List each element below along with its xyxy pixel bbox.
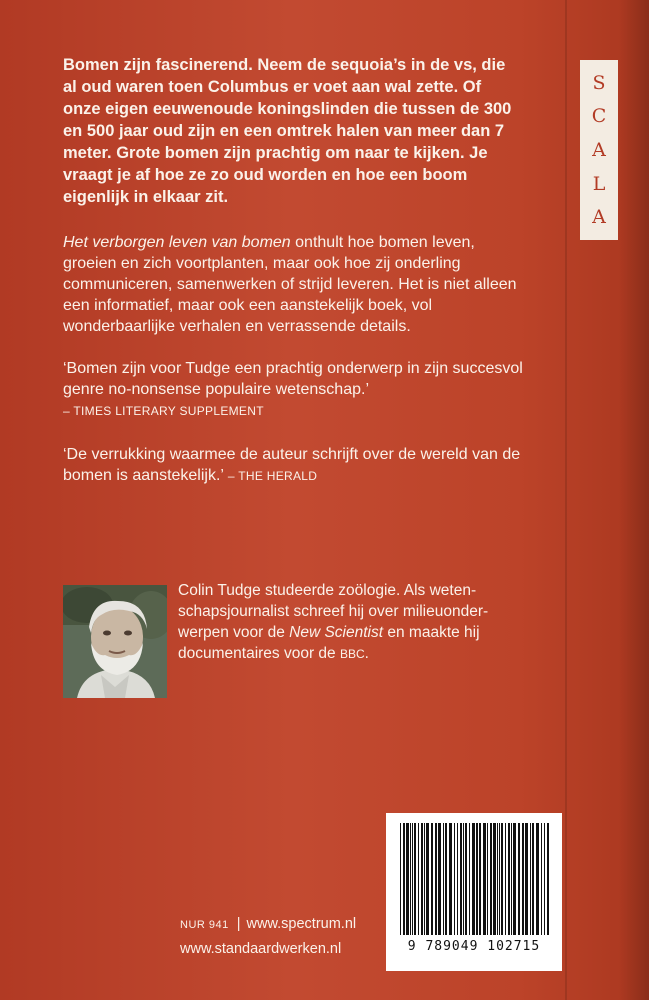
bio-text: . <box>364 645 369 662</box>
bio-text: en maakte hij documentaires voor de <box>178 624 480 662</box>
author-photo <box>63 585 167 698</box>
cover-edge-shadow <box>619 0 649 1000</box>
broadcaster-name: BBC <box>339 647 365 661</box>
spine-fold <box>565 0 567 1000</box>
publisher-url-standaardwerken[interactable]: www.standaardwerken.nl <box>180 941 342 957</box>
author-bio <box>178 580 508 665</box>
description-text: onthult hoe bomen leven, groeien en zich voortplanten, maar ook hoe zij onderling communiceren, samenwerken of strijd leveren. Het is niet alleen een informatief, maar ook een aanstekelijk boek, vol wonderbaarlijke verhalen en verrassende details. <box>63 234 517 335</box>
quote-text: ‘Bomen zijn voor Tudge een prachtig onderwerp in zijn succesvol genre no-nonsense populaire wetenschap.’ <box>63 360 523 398</box>
blurb-paragraph: Bomen zijn fascinerend. Neem de sequoia’s in de vs, die al oud waren toen Columbus er voet aan wal zette. Of onze eigen eeuwenoude koningslinden die tussen de 300 en 500 jaar oud zijn en een omtrek halen van meer dan 7 meter. Grote bomen zijn prachtig om naar te kijken. Je vraagt je af hoe ze zo oud worden en hoe een boom eigenlijk in elkaar zit. <box>63 56 512 206</box>
barcode-panel <box>386 813 562 971</box>
quote-times <box>63 358 528 422</box>
series-letter: A <box>592 138 606 161</box>
quote-herald <box>63 444 528 487</box>
magazine-name: New Scientist <box>289 624 384 641</box>
isbn-number: 9 789049 102715 <box>407 939 541 954</box>
footer-separator: | <box>236 916 241 932</box>
series-label-scala <box>580 60 618 240</box>
publisher-url-spectrum[interactable]: www.spectrum.nl <box>246 916 357 932</box>
bio-text: Colin Tudge studeerde zoölogie. Als wetenschapsjournalist schreef hij over milieuonderwerpen voor de <box>178 582 489 641</box>
nur-code: NUR 941 <box>180 919 229 931</box>
series-letter: A <box>592 206 606 229</box>
publisher-footer <box>180 912 356 961</box>
quote-text: ‘De verrukking waarmee de auteur schrijft over de wereld van de bomen is aanstekelijk.’ <box>63 446 521 484</box>
description-paragraph <box>63 232 528 337</box>
quote-source: – TIMES LITERARY SUPPLEMENT <box>63 404 264 418</box>
series-letter: C <box>591 105 607 128</box>
quote-source: – THE HERALD <box>227 469 318 483</box>
book-title: Het verborgen leven van bomen <box>63 234 291 251</box>
barcode <box>396 823 552 935</box>
series-letter: S <box>592 71 606 94</box>
series-letter: L <box>592 172 606 195</box>
